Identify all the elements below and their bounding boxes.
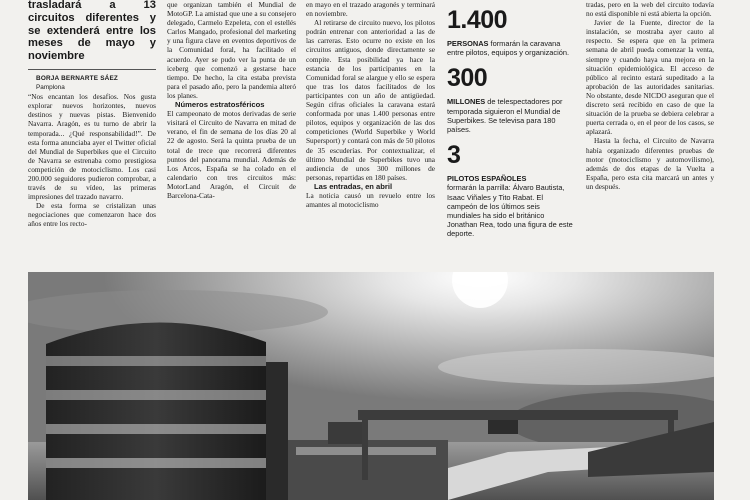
col3-para-3: La noticia causó un revuelo entre los amantes al motociclismo [306, 190, 435, 210]
stat-text-1 [447, 39, 575, 57]
stat-text-3 [447, 174, 575, 238]
stat-number-2: 300 [447, 64, 488, 93]
col3-para-2: Al retirarse de circuito nuevo, los pilotos podrán entrenar con anterioridad a las de las carreras. Esto ocurre no existe en los circuitos antiguos, donde directamente se compite. Esta posibilidad ya hace la estancia de los participantes en la Comunidad foral se alargue y ello se espera que tras los datos facilitados de los participantes con un año de antigüedad. Según cifras oficiales la caravana estará conformada por unas 1.400 personas entre pilotos, equipos y organización de las dos competiciones (World Superbike y World Supersport) y contará con más de 50 pilotos de 35 escuderías. Por contextualizar, el último Mundial de Superbikes tuvo una audiencia de unos 300 millones de personas, repartidas en 180 países. [306, 18, 435, 182]
column-1 [28, 0, 156, 270]
col2-para-1: que organizan también el Mundial de MotoGP. La amistad que une a su consejero delegado, Carmelo Ezpeleta, con el estellés Carlos Mangado, profesional del marketing y una figura clave en eventos deportivos de la Comunidad foral, ha facilitado el acuerdo. Ayer se pudo ver la punta de un iceberg que comenzó a gestarse hace tiempo. De hecho, la cita estaba prevista para el pasado año, pero la pandemia alteró los planes. [167, 0, 296, 100]
stat-body-1: formarán la caravana entre pilotos, equipos y organización. [447, 39, 570, 58]
col2-para-2: El campeonato de motos derivadas de serie visitará el Circuito de Navarra en mitad de verano, el fin de semana de los días 20 al 22 de agosto. Será la quinta prueba de un total de trece que recorrerá diferentes puntos del panorama mundial. Además de Los Arcos, España se ha colado en el calendario con tres circuitos más: MotorLand Aragón, el Circuit de Barcelona-Cata- [167, 109, 296, 200]
byline: BORJA BERNARTE SÁEZ [36, 74, 119, 82]
stat-number-3: 3 [447, 141, 461, 170]
stat-number-1: 1.400 [447, 8, 508, 34]
col1-para-2: De esta forma se cristalizan unas negociaciones que comenzaron hace dos años entre los recto- [28, 201, 156, 229]
control-tower-building [46, 322, 288, 500]
col5-para-2: Javier de la Fuente, director de la instalación, se mostraba ayer cauto al respecto. Se espera que en la primera semana de abril pueda comenzar la venta, siempre y cuando haya una mejora en la situación epidemiológica. El acceso de público al recinto estará supeditado a la aprobación de las autoridades sanitarias. No obstante, desde NICDO aseguran que el discreto será recibido en caso de que la situación de la prueba se debiera celebrar a puerta cerrada o, en el peor de los casos, se aplazará. [586, 18, 714, 137]
stat-body-3: formarán la parrilla: Álvaro Bautista, Isaac Viñales y Tito Rabat. El campeón de los últimos seis mundiales ha sido el británico Jonathan Rea, todo una figura de este deporte. [447, 183, 573, 239]
column-2 [167, 0, 296, 270]
col5-para-1: tradas, pero en la web del circuito todavía no está disponible ni está abierta la opción. [586, 0, 714, 19]
column-5 [586, 0, 714, 270]
stat-key-2: MILLONES [447, 97, 486, 107]
circuit-photo [28, 272, 714, 500]
circuit-photo-illustration [28, 272, 714, 500]
stat-key-3: PILOTOS ESPAÑOLES [447, 174, 527, 184]
stats-column [447, 8, 575, 278]
byline-rule [28, 69, 156, 70]
col5-para-3: Hasta la fecha, el Circuito de Navarra había organizado diferentes pruebas de motor (motociclismo y automovilismo), además de dos etapas de la Vuelta a España, pero esta cita marcará un antes y un después. [586, 136, 714, 191]
dateline: Pamplona [36, 84, 65, 92]
stat-text-2 [447, 97, 575, 134]
column-3 [306, 0, 435, 270]
stat-key-1: PERSONAS [447, 39, 489, 48]
col1-para-1: “Nos encantan los desafíos. Nos gusta explorar nuevos horizontes, nuevos destinos y nuevas pistas. Bienvenido Navarra. Aragón, es tu turno de abrir la temporada... ¿Qué responsabilidad!”. De esta forma anunciaba ayer el Twitter oficial del Mundial de Superbikes que el Circuito de Navarra se estrenaba como prestigiosa competición de motociclismo. Los casi 200.000 seguidores pudieron comprobar, a través de su vídeo, las primeras impresiones del trazado navarro. [28, 92, 156, 202]
subhead-entradas: Las entradas, en abril [314, 181, 393, 191]
stat-body-2: de telespectadores por temporada siguieron el Mundial de Superbikes. Se televisa para 180 países. [447, 97, 563, 135]
col3-para-1: en mayo en el trazado aragonés y terminará en noviembre. [306, 0, 435, 19]
subhead-numeros: Números estratosféricos [175, 100, 265, 110]
article-deck: trasladará a 13 circuitos diferentes y se extenderá entre los meses de mayo y noviembre [28, 0, 156, 63]
